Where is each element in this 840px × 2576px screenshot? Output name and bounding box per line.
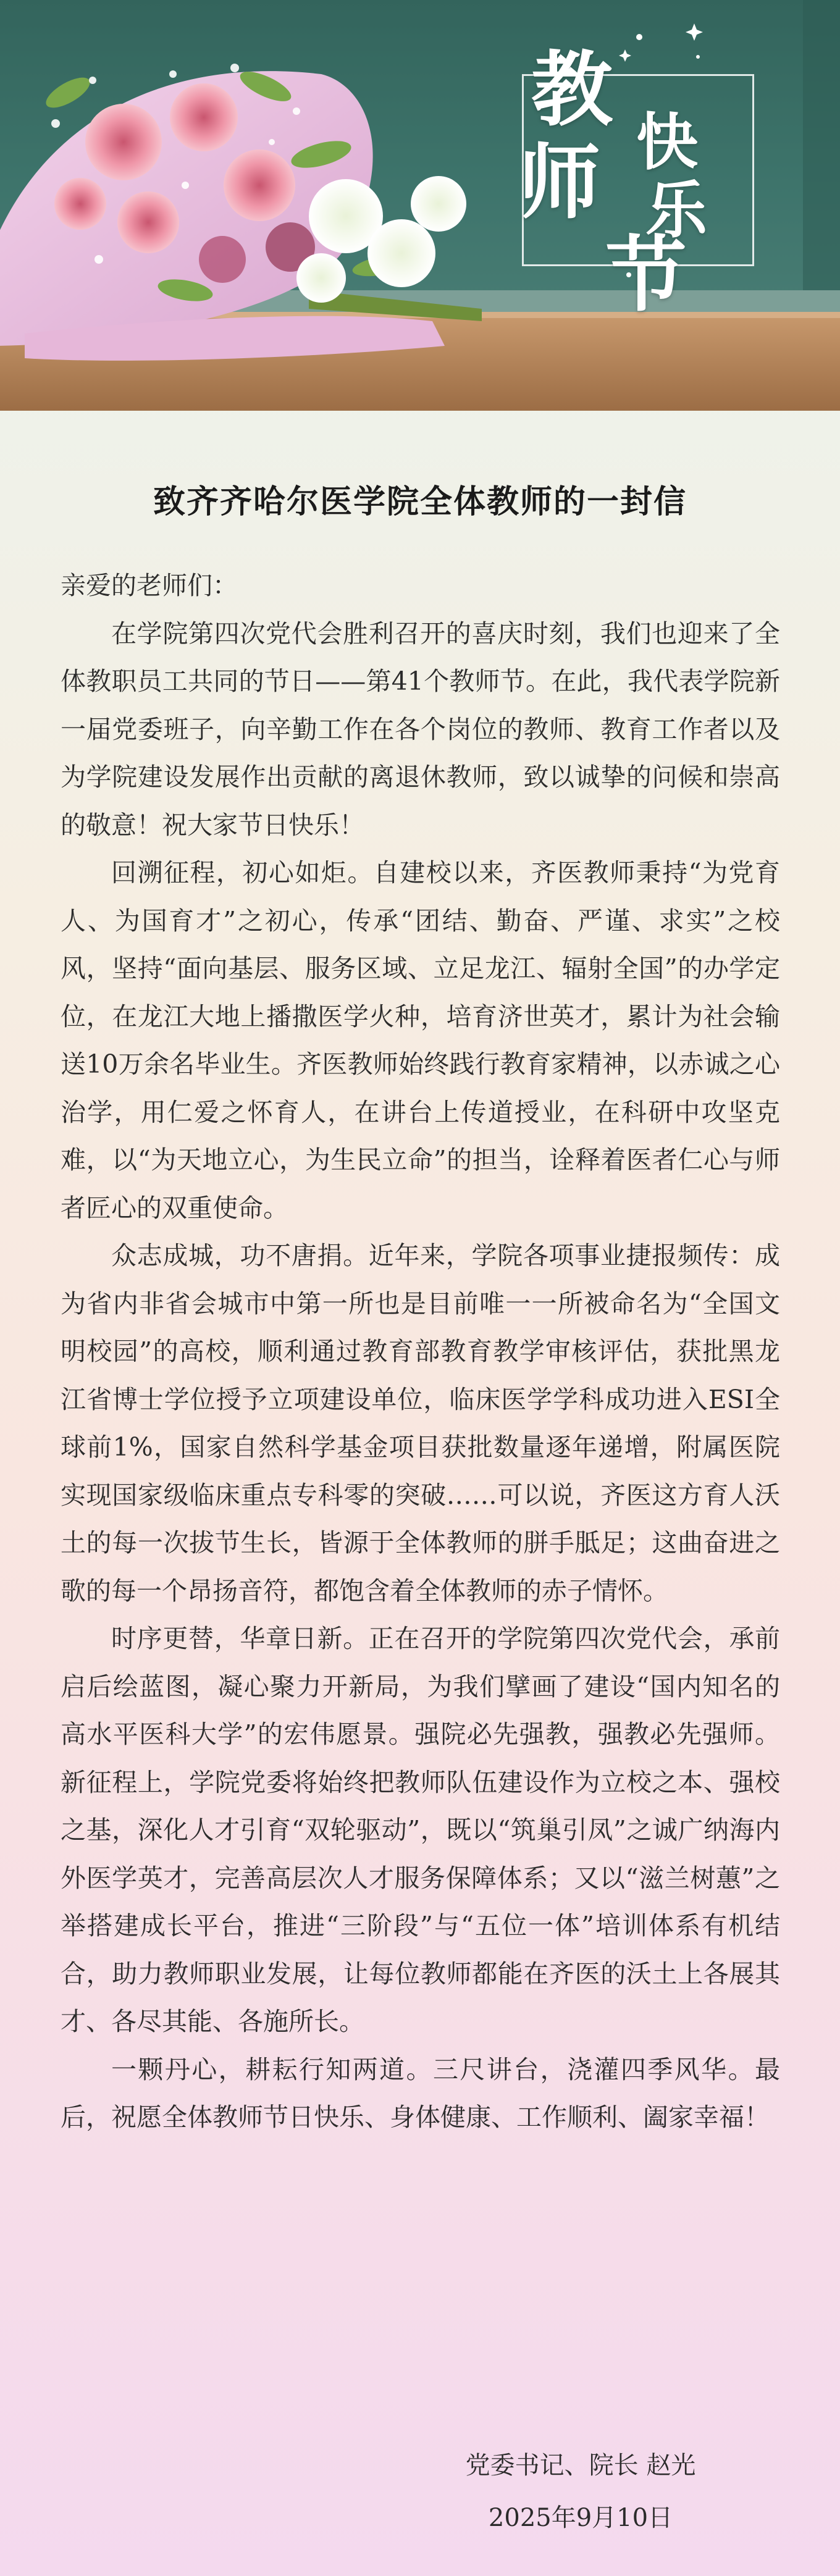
banner-title-char: 教 — [531, 42, 613, 138]
letter-body — [61, 562, 780, 2142]
letter-date: 2025年9月10日 — [488, 2504, 673, 2532]
letter-greeting: 亲爱的老师们： — [61, 571, 238, 600]
letter-title: 致齐齐哈尔医学院全体教师的一封信 — [153, 483, 687, 521]
banner-title-char: 师 — [519, 135, 600, 230]
letter-paragraph: 众志成城，功不唐捐。近年来，学院各项事业捷报频传：成为省内非省会城市中第一所也是目前唯一一所被命名为“全国文明校园”的高校，顺利通过教育部教育教学审核评估，获批黑龙江省博士学位授予立项建设单位，临床医学学科成功进入ESI全球前1%，国家自然科学基金项目获批数量逐年递增，附属医院实现国家级临床重点专科零的突破……可以说，齐医这方育人沃土的每一次拔节生长，皆源于全体教师的胼手胝足；这曲奋进之歌的每一个昂扬音符，都饱含着全体教师的赤子情怀。 — [61, 1241, 780, 1606]
letter-paragraph: 回溯征程，初心如炬。自建校以来，齐医教师秉持“为党育人、为国育才”之初心，传承“团结、勤奋、严谨、求实”之校风，坚持“面向基层、服务区域、立足龙江、辐射全国”的办学定位，在龙江大地上播撒医学火种，培育济世英才，累计为社会输送10万余名毕业生。齐医教师始终践行教育家精神，以赤诚之心治学，用仁爱之怀育人，在讲台上传道授业，在科研中攻坚克难，以“为天地立心，为生民立命”的担当，诠释着医者仁心与师者匠心的双重使命。 — [61, 858, 780, 1223]
banner-subtitle-char: 快 — [636, 106, 698, 178]
banner-title-char: 节 — [605, 227, 687, 323]
letter-paragraph: 一颗丹心，耕耘行知两道。三尺讲台，浇灌四季风华。最后，祝愿全体教师节日快乐、身体健康、工作顺利、阖家幸福！ — [61, 2054, 780, 2132]
banner — [0, 0, 840, 411]
letter-paragraph: 时序更替，华章日新。正在召开的学院第四次党代会，承前启后绘蓝图，凝心聚力开新局，为我们擘画了建设“国内知名的高水平医科大学”的宏伟愿景。强院必先强教，强教必先强师。新征程上，学院党委将始终把教师队伍建设作为立校之本、强校之基，深化人才引育“双轮驱动”，既以“筑巢引凤”之诚广纳海内外医学英才，完善高层次人才服务保障体系；又以“滋兰树蕙”之举搭建成长平台，推进“三阶段”与“五位一体”培训体系有机结合，助力教师职业发展，让每位教师都能在齐医的沃土上各展其才、各尽其能、各施所长。 — [61, 1624, 780, 2036]
letter-paragraph: 在学院第四次党代会胜利召开的喜庆时刻，我们也迎来了全体教职员工共同的节日——第41个教师节。在此，我代表学院新一届党委班子，向辛勤工作在各个岗位的教师、教育工作者以及为学院建设发展作出贡献的离退休教师，致以诚挚的问候和崇高的敬意！祝大家节日快乐！ — [61, 618, 780, 840]
letter-signature: 党委书记、院长 赵光 — [465, 2451, 696, 2480]
banner-subtitle-char: 乐 — [645, 174, 707, 246]
banner-title — [506, 37, 766, 334]
